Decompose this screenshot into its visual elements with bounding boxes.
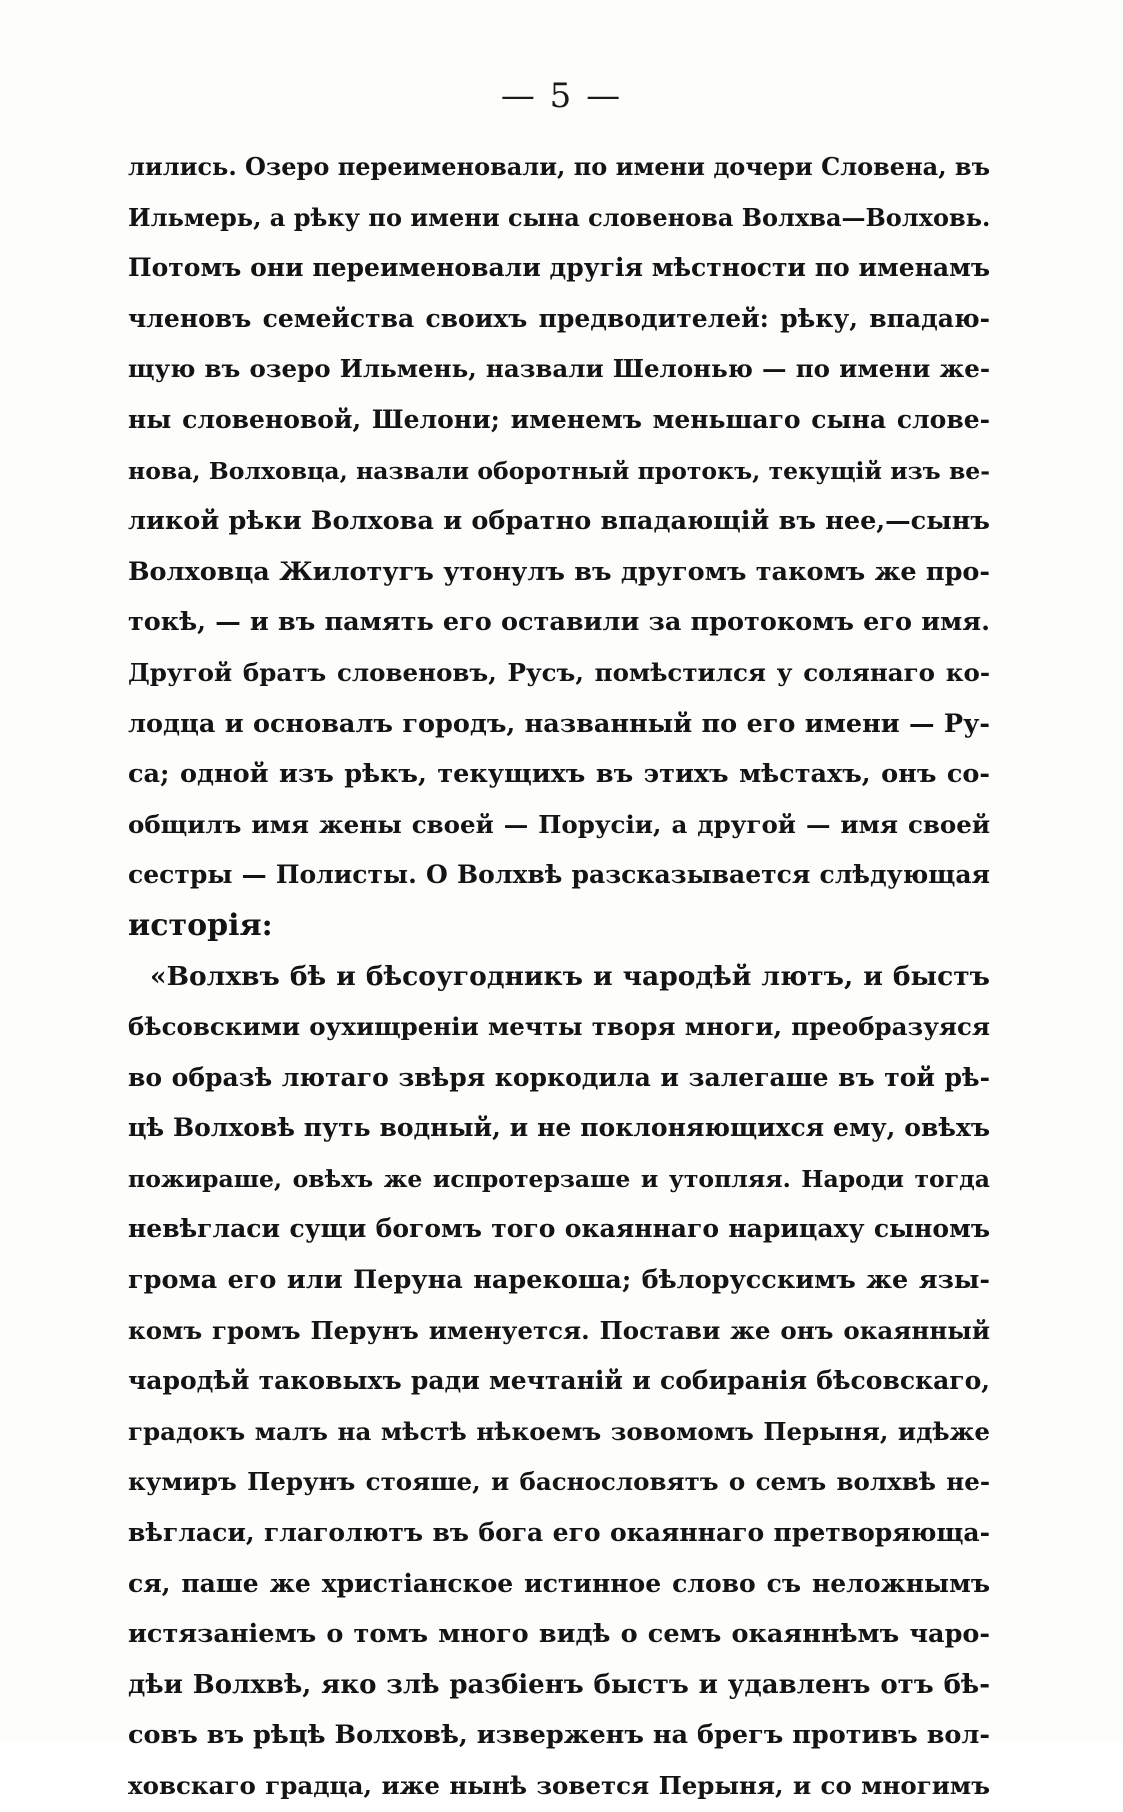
body-text — [128, 142, 990, 1812]
text-line: общилъ имя жены своей — Порусіи, а другой — имя своей — [128, 809, 990, 839]
text-line: ликой рѣки Волхова и обратно впадающій въ нее,—сынъ — [128, 506, 990, 537]
text-line: бѣсовскими оухищреніи мечты творя многи, преобразуяся — [128, 1012, 990, 1042]
text-line: во образѣ лютаго звѣря коркодила и залегаше въ той рѣ- — [128, 1062, 990, 1092]
text-line: ны словеновой, Шелони; именемъ меньшаго сына слове- — [128, 404, 990, 434]
paragraph-1 — [128, 142, 990, 952]
text-line: нова, Волховца, назвали оборотный протокъ, текущій изъ ве- — [128, 456, 990, 485]
text-line: ховскаго градца, иже нынѣ зовется Перыня, и со многимъ — [128, 1771, 990, 1800]
text-line: цѣ Волховѣ путь водный, и не поклоняющихся ему, овѣхъ — [128, 1113, 990, 1143]
text-line: Ильмерь, а рѣку по имени сына словенова Волхва—Волховь. — [128, 202, 991, 232]
text-line: лились. Озеро переименовали, по имени дочери Словена, въ — [128, 152, 990, 181]
text-line: «Волхвъ бѣ и бѣсоугодникъ и чародѣй лютъ, и быстъ — [150, 960, 990, 992]
page-number: — 5 — — [500, 76, 623, 116]
text-line: чародѣй таковыхъ ради мечтаній и собиранія бѣсовскаго, — [128, 1366, 990, 1396]
text-line: членовъ семейства своихъ предводителей: рѣку, впадаю- — [128, 303, 990, 333]
text-line: Волховца Жилотугъ утонулъ въ другомъ такомъ же про- — [128, 556, 990, 587]
text-line: Потомъ они переименовали другія мѣстности по именамъ — [128, 253, 990, 283]
text-line: щую въ озеро Ильмень, назвали Шелонью — по имени же- — [128, 354, 990, 384]
text-line: кумиръ Перунъ стояше, и баснословятъ о семъ волхвѣ не- — [128, 1467, 990, 1497]
text-line: градокъ малъ на мѣстѣ нѣкоемъ зовомомъ Перыня, идѣже — [128, 1416, 990, 1446]
text-line: ся, паше же христіанское истинное слово съ неложнымъ — [128, 1568, 990, 1598]
text-line: совъ въ рѣцѣ Волховѣ, изверженъ на брегъ противъ вол- — [128, 1720, 990, 1751]
text-line: комъ громъ Перунъ именуется. Постави же онъ окаянный — [128, 1315, 990, 1345]
text-line: токѣ, — и въ память его оставили за протокомъ его имя. — [128, 607, 990, 638]
text-line: пожираше, овѣхъ же испротерзаше и утопляя. Народи тогда — [128, 1164, 990, 1193]
text-line: невѣгласи сущи богомъ того окаяннаго нарицаху сыномъ — [128, 1214, 990, 1244]
text-line: Другой братъ словеновъ, Русъ, помѣстился у солянаго ко- — [128, 657, 990, 687]
paragraph-2 — [128, 952, 990, 1812]
text-line: лодца и основалъ городъ, названный по его имени — Ру- — [128, 708, 990, 739]
text-line: сестры — Полисты. О Волхвѣ разсказывается слѣдующая — [128, 860, 990, 890]
text-line: грома его или Перуна нарекоша; бѣлорусскимъ же язы- — [128, 1265, 990, 1296]
text-line: са; одной изъ рѣкъ, текущихъ въ этихъ мѣстахъ, онъ со- — [128, 759, 990, 790]
text-line: вѣгласи, глаголютъ въ бога его окаяннаго претворяюща- — [128, 1518, 990, 1548]
text-line: дѣи Волхвѣ, яко злѣ разбіенъ быстъ и удавленъ отъ бѣ- — [128, 1669, 990, 1700]
text-line: исторія: — [128, 907, 273, 943]
text-line: истязаніемъ о томъ много видѣ о семъ окаяннѣмъ чаро- — [128, 1619, 990, 1650]
